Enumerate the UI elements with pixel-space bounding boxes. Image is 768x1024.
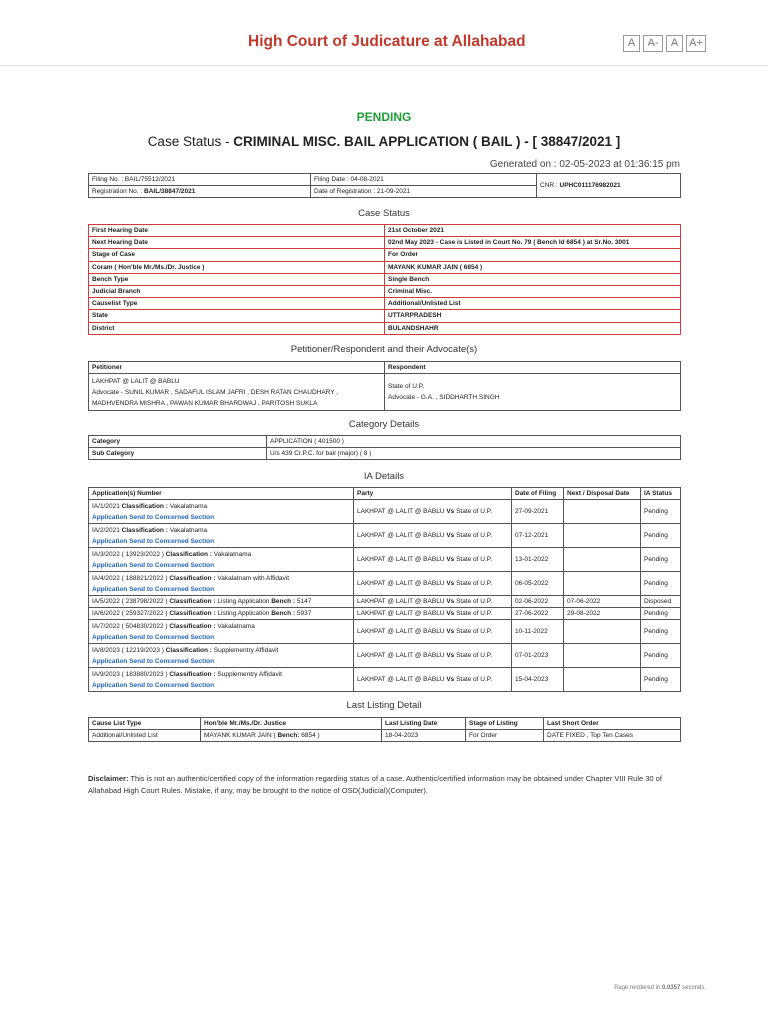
- ia-row: [89, 668, 681, 692]
- ia-next-date: [564, 548, 641, 572]
- ia-row: [89, 524, 681, 548]
- ia-status: Pending: [641, 500, 681, 524]
- case-status-label: Judicial Branch: [89, 285, 385, 297]
- ia-party-cell: LAKHPAT @ LALIT @ BABLU Vs State of U.P.: [354, 644, 512, 668]
- case-status-row: [89, 225, 681, 237]
- ia-number-cell: IA/3/2022 ( 13923/2022 ) Classification : Vakalatnama Application Send to Concerned Section: [89, 548, 354, 572]
- listing-date: 18-04-2023: [382, 730, 466, 742]
- ia-row: [89, 596, 681, 608]
- case-status-row: [89, 310, 681, 322]
- ia-number-cell: IA/1/2021 Classification : Vakalatnama Application Send to Concerned Section: [89, 500, 354, 524]
- category-value: APPLICATION ( 401500 ): [267, 436, 681, 448]
- send-to-section-link[interactable]: Application Send to Concerned Section: [92, 633, 215, 641]
- ia-next-date: [564, 572, 641, 596]
- case-status-label: Bench Type: [89, 273, 385, 285]
- respondent-advocate: Advocate - G.A. , SIDDHARTH SINGH: [388, 394, 500, 401]
- ia-row: [89, 620, 681, 644]
- sub-category-value: U/s 439 Cr.P.C. for bail (major) ( 8 ): [267, 448, 681, 460]
- case-status-row: [89, 298, 681, 310]
- listing-col-date: Last Listing Date: [382, 718, 466, 730]
- filing-date-cell: Filing Date : 04-08-2021: [311, 174, 537, 186]
- ia-col-status: IA Status: [641, 488, 681, 500]
- case-status-value: Criminal Misc.: [385, 285, 681, 297]
- registration-no-cell: Registration No. : BAIL/38847/2021: [89, 186, 311, 198]
- listing-cause-type: Additional/Unlisted List: [89, 730, 201, 742]
- case-status-label: Causelist Type: [89, 298, 385, 310]
- case-status-value: For Order: [385, 249, 681, 261]
- respondent-name: State of U.P.: [388, 383, 425, 390]
- ia-number-cell: IA/8/2023 ( 12219/2023 ) Classification : Supplementry Affidavit Application Send to Concerned Section: [89, 644, 354, 668]
- listing-col-type: Cause List Type: [89, 718, 201, 730]
- ia-row: [89, 548, 681, 572]
- case-status-value: Additional/Unlisted List: [385, 298, 681, 310]
- ia-filing-date: 10-11-2022: [512, 620, 564, 644]
- case-title-name: CRIMINAL MISC. BAIL APPLICATION ( BAIL ) - [ 38847/2021 ]: [233, 134, 621, 149]
- ia-filing-date: 27-06-2022: [512, 608, 564, 620]
- font-normal-button[interactable]: A: [666, 35, 683, 52]
- ia-row: [89, 500, 681, 524]
- court-title: High Court of Judicature at Allahabad: [248, 33, 526, 50]
- ia-status: Pending: [641, 644, 681, 668]
- ia-status: Disposed: [641, 596, 681, 608]
- ia-filing-date: 15-04-2023: [512, 668, 564, 692]
- case-status-label: District: [89, 322, 385, 334]
- listing-col-order: Last Short Order: [544, 718, 681, 730]
- listing-justice: MAYANK KUMAR JAIN ( Bench: 6854 ): [201, 730, 382, 742]
- case-title-prefix: Case Status -: [147, 134, 234, 149]
- ia-filing-date: 13-01-2022: [512, 548, 564, 572]
- disclaimer: [88, 773, 688, 797]
- ia-col-filing-date: Date of Filing: [512, 488, 564, 500]
- ia-next-date: [564, 644, 641, 668]
- ia-party-cell: LAKHPAT @ LALIT @ BABLU Vs State of U.P.: [354, 668, 512, 692]
- ia-next-date: [564, 524, 641, 548]
- ia-filing-date: 27-09-2021: [512, 500, 564, 524]
- ia-col-party: Party: [354, 488, 512, 500]
- send-to-section-link[interactable]: Application Send to Concerned Section: [92, 513, 215, 521]
- ia-status: Pending: [641, 608, 681, 620]
- send-to-section-link[interactable]: Application Send to Concerned Section: [92, 585, 215, 593]
- case-title: [0, 134, 768, 149]
- ia-heading: IA Details: [363, 471, 405, 482]
- ia-row: [89, 644, 681, 668]
- ia-number-cell: IA/2/2021 Classification : Vakalatnama Application Send to Concerned Section: [89, 524, 354, 548]
- case-status-row: [89, 285, 681, 297]
- ia-filing-date: 07-01-2023: [512, 644, 564, 668]
- send-to-section-link[interactable]: Application Send to Concerned Section: [92, 537, 215, 545]
- ia-number-cell: IA/6/2022 ( 259327/2022 ) Classification : Listing Application Bench : 5937: [89, 608, 354, 620]
- case-status-table: [88, 224, 681, 335]
- ia-col-number: Application(s) Number: [89, 488, 354, 500]
- ia-status: Pending: [641, 620, 681, 644]
- ia-col-next-date: Next / Disposal Date: [564, 488, 641, 500]
- case-status-value: 21st October 2021: [385, 225, 681, 237]
- ia-number-cell: IA/5/2022 ( 238798/2022 ) Classification : Listing Application Bench : 5147: [89, 596, 354, 608]
- parties-table: [88, 361, 681, 411]
- ia-party-cell: LAKHPAT @ LALIT @ BABLU Vs State of U.P.: [354, 572, 512, 596]
- ia-party-cell: LAKHPAT @ LALIT @ BABLU Vs State of U.P.: [354, 608, 512, 620]
- filing-no-cell: Filing No. : BAIL/75512/2021: [89, 174, 311, 186]
- filing-table: [88, 173, 681, 198]
- case-status-value: MAYANK KUMAR JAIN ( 6854 ): [385, 261, 681, 273]
- disclaimer-text: This is not an authentic/certified copy of the information regarding status of a case. Authentic/certified information may be obtained under Chapter VIII Rule 30 of Allahabad High Court Rules. Mistake, if any, may be brought to the notice of OSD(Judicial)(Computer).: [88, 774, 662, 795]
- case-status-row: [89, 322, 681, 334]
- category-label: Category: [89, 436, 267, 448]
- listing-order: DATE FIXED , Top Ten Cases: [544, 730, 681, 742]
- font-size-controls: [623, 35, 706, 52]
- registration-date-cell: Date of Registration : 21-09-2021: [311, 186, 537, 198]
- ia-next-date: [564, 620, 641, 644]
- font-reset-button[interactable]: A: [623, 35, 640, 52]
- case-status-row: [89, 249, 681, 261]
- petitioner-name: LAKHPAT @ LALIT @ BABLU: [92, 377, 180, 385]
- listing-heading: Last Listing Detail: [346, 700, 422, 711]
- send-to-section-link[interactable]: Application Send to Concerned Section: [92, 657, 215, 665]
- cnr-cell: CNR : UPHC011176982021: [537, 174, 681, 198]
- ia-party-cell: LAKHPAT @ LALIT @ BABLU Vs State of U.P.: [354, 596, 512, 608]
- listing-table: [88, 717, 681, 742]
- send-to-section-link[interactable]: Application Send to Concerned Section: [92, 561, 215, 569]
- ia-status: Pending: [641, 524, 681, 548]
- case-status-heading: Case Status: [358, 208, 410, 219]
- ia-next-date: [564, 500, 641, 524]
- case-status-label: Stage of Case: [89, 249, 385, 261]
- ia-party-cell: LAKHPAT @ LALIT @ BABLU Vs State of U.P.: [354, 548, 512, 572]
- font-increase-button[interactable]: A+: [686, 35, 706, 52]
- font-decrease-button[interactable]: A-: [643, 35, 663, 52]
- ia-status: Pending: [641, 668, 681, 692]
- case-status-value: UTTARPRADESH: [385, 310, 681, 322]
- send-to-section-link[interactable]: Application Send to Concerned Section: [92, 681, 215, 689]
- ia-party-cell: LAKHPAT @ LALIT @ BABLU Vs State of U.P.: [354, 620, 512, 644]
- petitioner-advocate: Advocate - SUNIL KUMAR , SADAFUL ISLAM JAFRI , DESH RATAN CHAUDHARY , MADHVENDRA MISHRA , PAWAN KUMAR BHARDWAJ , PARITOSH SUKLA: [92, 388, 339, 407]
- case-status-value: Single Bench: [385, 273, 681, 285]
- ia-next-date: 29-08-2022: [564, 608, 641, 620]
- ia-row: [89, 572, 681, 596]
- case-status-row: [89, 273, 681, 285]
- respondent-cell: [385, 374, 681, 411]
- ia-filing-date: 02-06-2022: [512, 596, 564, 608]
- parties-heading: Petitioner/Respondent and their Advocate(s): [290, 344, 478, 355]
- case-status-value: BULANDSHAHR: [385, 322, 681, 334]
- case-status-label: Next Hearing Date: [89, 237, 385, 249]
- ia-number-cell: IA/7/2022 ( 504830/2022 ) Classification : Vakalatnama Application Send to Concerned Section: [89, 620, 354, 644]
- disclaimer-label: Disclaimer:: [88, 774, 129, 783]
- generated-timestamp: Generated on : 02-05-2023 at 01:36:15 pm: [489, 159, 680, 170]
- ia-next-date: [564, 668, 641, 692]
- ia-number-cell: IA/4/2022 ( 188821/2022 ) Classification : Vakalatnam with Affidavit Application Send to Concerned Section: [89, 572, 354, 596]
- ia-row: [89, 608, 681, 620]
- case-status-value: 02nd May 2023 - Case is Listed in Court No. 79 ( Bench Id 6854 ) at Sr.No. 3001: [385, 237, 681, 249]
- ia-status: Pending: [641, 548, 681, 572]
- render-time: Page rendered in 0.0357 seconds.: [614, 985, 706, 991]
- case-status-row: [89, 237, 681, 249]
- case-status-row: [89, 261, 681, 273]
- ia-status: Pending: [641, 572, 681, 596]
- category-table: [88, 435, 681, 460]
- ia-party-cell: LAKHPAT @ LALIT @ BABLU Vs State of U.P.: [354, 524, 512, 548]
- ia-filing-date: 07-12-2021: [512, 524, 564, 548]
- listing-col-justice: Hon'ble Mr./Ms./Dr. Justice: [201, 718, 382, 730]
- listing-stage: For Order: [466, 730, 544, 742]
- sub-category-label: Sub Category: [89, 448, 267, 460]
- ia-number-cell: IA/9/2023 ( 183880/2023 ) Classification : Supplementry Affidavit Application Send to Concerned Section: [89, 668, 354, 692]
- case-status-badge: PENDING: [356, 110, 412, 124]
- respondent-header: Respondent: [385, 362, 681, 374]
- ia-next-date: 07-06-2022: [564, 596, 641, 608]
- petitioner-cell: [89, 374, 385, 411]
- category-heading: Category Details: [348, 419, 420, 430]
- listing-col-stage: Stage of Listing: [466, 718, 544, 730]
- ia-filing-date: 06-05-2022: [512, 572, 564, 596]
- case-status-label: First Hearing Date: [89, 225, 385, 237]
- ia-party-cell: LAKHPAT @ LALIT @ BABLU Vs State of U.P.: [354, 500, 512, 524]
- ia-table: [88, 487, 681, 692]
- case-status-label: Coram ( Hon'ble Mr./Ms./Dr. Justice ): [89, 261, 385, 273]
- case-status-label: State: [89, 310, 385, 322]
- petitioner-header: Petitioner: [89, 362, 385, 374]
- page-header: [0, 0, 768, 66]
